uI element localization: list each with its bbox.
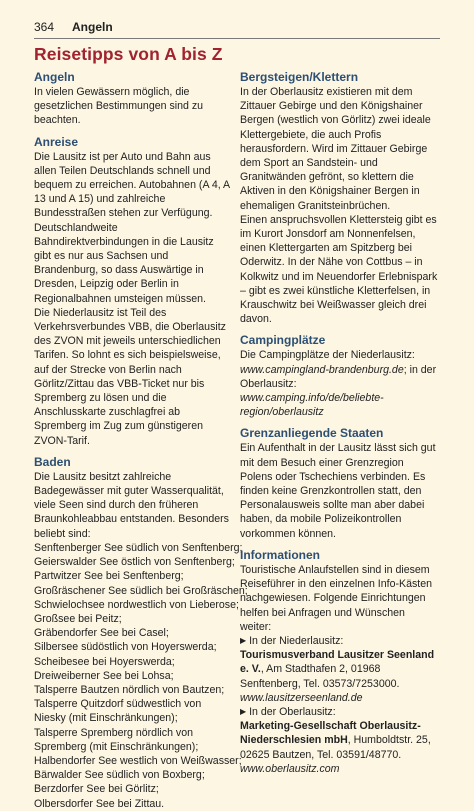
camping-brandenburg-link[interactable]: www.campingland-brandenburg.de	[240, 363, 404, 376]
list-item: Gräbendorfer See bei Casel;	[34, 627, 169, 640]
section-baden	[34, 454, 248, 811]
list-item: Talsperre Bautzen nördlich von Bautzen;	[34, 683, 225, 696]
addr-marketing-gesellschaft: , Humboldtstr. 25, 02625 Bautzen, Tel. 03591/48770.	[240, 734, 431, 761]
oberlausitz-entry	[240, 705, 438, 719]
text-bergsteigen-2: Einen anspruchsvollen Klettersteig gibt es im Kurort Jonsdorf am Nonnenfelsen, einen Klettergarten am Spitzberg bei Oderwitz. In der Nähe von Cottbus – in Kolkwitz und im Neuendorfer Erlebnispark – gibt es zwei künstliche Kletterfelsen, in Krauschwitz bei Weißwasser gleich drei davon.	[240, 213, 438, 326]
lausitzerseenland-link[interactable]: www.lausitzerseenland.de	[240, 691, 363, 704]
list-item: Senftenberger See südlich von Senftenberg;	[34, 541, 243, 554]
list-item: Bärwalder See südlich von Boxberg;	[34, 769, 205, 782]
list-item: Großsee bei Peitz;	[34, 612, 122, 625]
heading-angeln: Angeln	[34, 70, 75, 84]
list-item: Geierswalder See östlich von Senftenberg;	[34, 556, 235, 569]
list-item: Halbendorfer See westlich von Weißwasser;	[34, 754, 242, 767]
list-item: Schwielochsee nordwestlich von Lieberose;	[34, 598, 239, 611]
text-grenz: Ein Aufenthalt in der Lausitz lässt sich gut mit dem Besuch einer Grenzregion Polens oder Tschechiens verbinden. Es finden keine Grenzkontrollen statt, den Personalausweis sollte man aber dabei haben, da mobile Polizeikontrollen vorkommen können.	[240, 442, 436, 540]
page-number: 364	[34, 20, 55, 34]
triangle-bullet-icon: ▶	[240, 635, 247, 645]
camping-text-a: Die Campingplätze der Niederlausitz:	[240, 349, 415, 362]
running-header-title: Angeln	[72, 20, 113, 34]
text-bergsteigen-1: In der Oberlausitz existieren mit dem Zittauer Gebirge und den Königshainer Bergen (westlich von Görlitz) zwei ideale Klettergebiete, die auch Profis herausfordern. Wird im Zittauer Gebirge dem Sport an Sandstein- und Granitwänden gefrönt, so klettern die Aktiven in den Königshainer Bergen in ehemaligen Granitsteinbrüchen.	[240, 86, 431, 212]
section-angeln	[34, 70, 231, 128]
marketing-entry	[240, 719, 438, 762]
org-tourismusverband: Tourismusverband Lausitzer Seenland e. V.	[240, 649, 435, 676]
text-anreise-2: Die Niederlausitz ist Teil des Verkehrsverbundes VBB, die Oberlausitz des ZVON mit jeweils unterschiedlichen Tarifen. So lohnt es sich beispielsweise, auf der Strecke von Berlin nach Görlitz/Zittau das VBB-Ticket nur bis Spremberg zu lösen und die Anschlusskarte zuschlagfrei ab Spremberg im Zug zum günstigeren ZVON-Tarif.	[34, 306, 226, 447]
niederlausitz-entry	[240, 634, 438, 648]
oberlausitz-link[interactable]: www.oberlausitz.com	[240, 762, 340, 775]
camping-oberlausitz-link-wrap	[240, 391, 438, 419]
list-item: Talsperre Quitzdorf südwestlich von Niesky (mit Einschränkungen);	[34, 698, 202, 725]
list-item: Großräschener See südlich bei Großräschen;	[34, 584, 248, 597]
left-column	[34, 70, 248, 811]
camping-oberlausitz-link[interactable]: www.camping.info/de/beliebte-region/oberlausitz	[240, 392, 384, 419]
heading-anreise: Anreise	[34, 134, 79, 149]
text-camping	[240, 348, 438, 391]
heading-bergsteigen: Bergsteigen/Klettern	[240, 70, 359, 84]
running-header	[34, 18, 440, 39]
list-item: Talsperre Spremberg nördlich von Spremberg (mit Einschränkungen);	[34, 726, 199, 753]
text-angeln: In vielen Gewässern möglich, die gesetzlichen Bestimmungen sind zu beachten.	[34, 86, 204, 127]
section-anreise	[34, 135, 231, 448]
niederlausitz-label: In der Niederlausitz:	[249, 634, 344, 647]
heading-grenz: Grenzanliegende Staaten	[240, 426, 384, 441]
text-informationen: Touristische Anlaufstellen sind in diesem Reiseführer in den einzelnen Info-Kästen nachgewiesen. Folgende Einrichtungen helfen bei Anfragen und Wünschen weiter:	[240, 563, 432, 633]
right-column	[240, 70, 438, 776]
lausitzerseenland-link-wrap	[240, 691, 438, 705]
camping-text-b: ; in der Oberlausitz:	[240, 363, 437, 390]
text-baden-intro: Die Lausitz besitzt zahlreiche Badegewässer mit guter Wasserqualität, viele Seen sind durch den früheren Braunkohleabbau entstanden. Besonders beliebt sind:	[34, 470, 229, 540]
text-anreise-1: Die Lausitz ist per Auto und Bahn aus allen Teilen Deutschlands schnell und bequem zu erreichen. Autobahnen (A 4, A 13 und A 15) und zahlreiche Bundesstraßen stehen zur Verfügung. Deutschlandweite Bahndirektverbindungen in die Lausitz gibt es nur aus Sachsen und Brandenburg, so dass Auswärtige in Dresden, Leipzig oder Berlin in Regionalbahnen umsteigen müssen.	[34, 150, 230, 305]
heading-informationen: Informationen	[240, 547, 320, 562]
list-item: Partwitzer See bei Senftenberg;	[34, 570, 184, 583]
tourismusverband-entry	[240, 648, 438, 691]
list-item: Scheibesee bei Hoyerswerda;	[34, 655, 175, 668]
oberlausitz-link-wrap	[240, 762, 438, 776]
section-grenz	[240, 426, 438, 540]
triangle-bullet-icon: ▶	[240, 706, 247, 716]
addr-tourismusverband: , Am Stadthafen 2, 01968 Senftenberg, Tel. 03573/7253000.	[240, 663, 400, 690]
list-item: Silbersee südöstlich von Hoyerswerda;	[34, 641, 217, 654]
heading-camping: Campingplätze	[240, 333, 326, 348]
org-marketing-gesellschaft: Marketing-Gesellschaft Oberlausitz-Niederschlesien mbH	[240, 720, 421, 747]
list-item: Dreiweiberner See bei Lohsa;	[34, 669, 174, 682]
oberlausitz-label: In der Oberlausitz:	[249, 705, 336, 718]
section-bergsteigen	[240, 70, 438, 326]
section-camping	[240, 333, 438, 419]
list-item: Olbersdorfer See bei Zittau.	[34, 797, 165, 810]
page-title: Reisetipps von A bis Z	[34, 44, 223, 64]
heading-baden: Baden	[34, 454, 71, 469]
list-item: Berzdorfer See bei Görlitz;	[34, 783, 159, 796]
section-informationen	[240, 548, 438, 776]
lake-list	[34, 541, 248, 811]
